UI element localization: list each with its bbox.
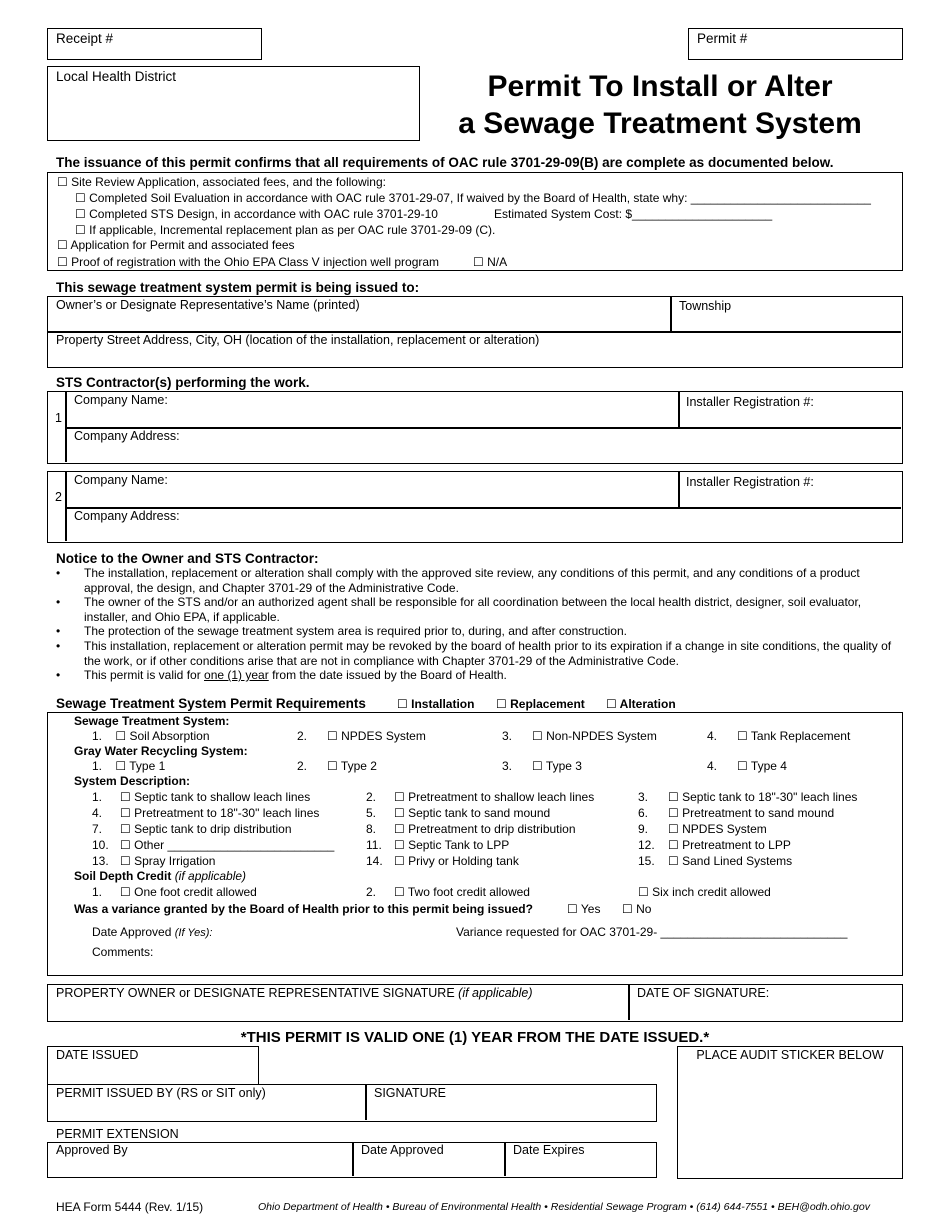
extension-row xyxy=(47,1142,657,1178)
system-option[interactable]: 15. ☐ Sand Lined Systems xyxy=(638,854,793,868)
owner-name-field[interactable]: Owner’s or Designate Representative’s Name (printed) xyxy=(56,298,360,312)
form-id: HEA Form 5444 (Rev. 1/15) xyxy=(56,1200,204,1214)
checklist-item-replacement-plan[interactable]: ☐ If applicable, Incremental replacement plan as per OAC rule 3701-29-09 (C). xyxy=(75,223,496,237)
system-option[interactable]: 6. ☐ Pretreatment to sand mound xyxy=(638,806,835,820)
notice-list xyxy=(56,566,901,683)
option-alteration[interactable]: ☐ Alteration xyxy=(606,697,676,711)
soil-credit-heading: Soil Depth Credit (if applicable) xyxy=(74,869,247,883)
date-issued-field[interactable]: DATE ISSUED xyxy=(47,1046,259,1085)
sts-option[interactable]: 4. ☐ Tank Replacement xyxy=(707,729,851,743)
issuance-checklist xyxy=(47,172,903,271)
installer-registration-field[interactable]: Installer Registration #: xyxy=(686,475,814,489)
contractor-block-1 xyxy=(47,391,903,464)
notice-heading: Notice to the Owner and STS Contractor: xyxy=(56,551,319,566)
requirements-box xyxy=(47,712,903,976)
township-field[interactable]: Township xyxy=(679,299,732,313)
page-title xyxy=(430,68,890,142)
sts-option[interactable]: 1. ☐ Soil Absorption xyxy=(92,729,210,743)
checkbox[interactable]: ☐ xyxy=(75,191,86,205)
variance-question: Was a variance granted by the Board of Health prior to this permit being issued? xyxy=(74,902,533,916)
owner-signature-field[interactable]: PROPERTY OWNER or DESIGNATE REPRESENTATIVE SIGNATURE (if applicable) xyxy=(56,986,533,1000)
company-name-field[interactable]: Company Name: xyxy=(74,473,168,487)
approved-by-field[interactable]: Approved By xyxy=(56,1143,128,1157)
system-option[interactable]: 4. ☐ Pretreatment to 18"-30" leach lines xyxy=(92,806,320,820)
installer-registration-field[interactable]: Installer Registration #: xyxy=(686,395,814,409)
system-option[interactable]: 7. ☐ Septic tank to drip distribution xyxy=(92,822,292,836)
checklist-item-epa-registration[interactable]: ☐ Proof of registration with the Ohio EPA Class V injection well program xyxy=(57,255,440,269)
audit-sticker-area: PLACE AUDIT STICKER BELOW xyxy=(677,1046,903,1179)
checklist-item-sts-design[interactable]: ☐ Completed STS Design, in accordance with OAC rule 3701-29-10 xyxy=(75,207,438,221)
system-option[interactable]: 8. ☐ Pretreatment to drip distribution xyxy=(366,822,576,836)
checkbox[interactable]: ☐ xyxy=(57,238,68,252)
notice-item: • The protection of the sewage treatment system area is required prior to, during, and after construction. xyxy=(56,624,901,639)
soil-credit-option[interactable]: 1. ☐ One foot credit allowed xyxy=(92,885,257,899)
local-health-district-label: Local Health District xyxy=(56,69,177,84)
system-option[interactable]: 13. ☐ Spray Irrigation xyxy=(92,854,216,868)
contractor-block-2 xyxy=(47,471,903,543)
system-option[interactable]: 12. ☐ Pretreatment to LPP xyxy=(638,838,791,852)
checkbox[interactable]: ☐ xyxy=(473,255,484,269)
notice-item: • This permit is valid for one (1) year from the date issued by the Board of Health. xyxy=(56,668,901,683)
permit-issued-by-field[interactable]: PERMIT ISSUED BY (RS or SIT only) xyxy=(56,1086,266,1100)
page-title-line1: Permit To Install or Alter xyxy=(487,70,833,103)
checkbox[interactable]: ☐ xyxy=(606,697,617,711)
gray-water-option[interactable]: 4. ☐ Type 4 xyxy=(707,759,787,773)
permit-number-field[interactable] xyxy=(688,28,903,60)
company-name-field[interactable]: Company Name: xyxy=(74,393,168,407)
notice-item: • The installation, replacement or alteration shall comply with the approved site review, any conditions of this permit, and any conditions of a product approval, the design, and Chapter 3701-29 of the Administrative Code. xyxy=(56,566,901,595)
extension-date-expires-field[interactable]: Date Expires xyxy=(513,1143,585,1157)
variance-no[interactable]: ☐ No xyxy=(622,902,652,916)
issued-to-heading: This sewage treatment system permit is being issued to: xyxy=(56,280,420,295)
permit-number-label: Permit # xyxy=(697,31,748,46)
contractor-number: 2 xyxy=(55,490,62,504)
validity-notice: *THIS PERMIT IS VALID ONE (1) YEAR FROM THE DATE ISSUED.* xyxy=(240,1029,710,1046)
sts-option[interactable]: 2. ☐ NPDES System xyxy=(297,729,426,743)
local-health-district-field[interactable] xyxy=(47,66,420,141)
receipt-label: Receipt # xyxy=(56,31,114,46)
system-description-heading: System Description: xyxy=(74,774,191,788)
permit-extension-label: PERMIT EXTENSION xyxy=(56,1127,179,1141)
contractors-heading: STS Contractor(s) performing the work. xyxy=(56,375,310,390)
property-address-field[interactable]: Property Street Address, City, OH (location of the installation, replacement or alteration) xyxy=(56,333,540,347)
estimated-system-cost[interactable]: Estimated System Cost: $_____________________ xyxy=(494,207,773,221)
checkbox[interactable]: ☐ xyxy=(75,207,86,221)
checklist-item-soil-evaluation[interactable]: ☐ Completed Soil Evaluation in accordance with OAC rule 3701-29-07, If waived by the Board of Health, state why: ___________________________ xyxy=(75,191,871,205)
notice-item: • The owner of the STS and/or an authorized agent shall be responsible for all coordination between the local health district, designer, soil evaluator, installer, and Ohio EPA, if applicable. xyxy=(56,595,901,624)
checklist-item-application-fees[interactable]: ☐ Application for Permit and associated fees xyxy=(57,238,295,252)
gray-water-option[interactable]: 1. ☐ Type 1 xyxy=(92,759,166,773)
system-option[interactable]: 10. ☐ Other _________________________ xyxy=(92,838,335,852)
system-option[interactable]: 9. ☐ NPDES System xyxy=(638,822,767,836)
date-of-signature-field[interactable]: DATE OF SIGNATURE: xyxy=(637,986,770,1000)
checkbox[interactable]: ☐ xyxy=(57,255,68,269)
soil-credit-option[interactable]: 2. ☐ Two foot credit allowed xyxy=(366,885,530,899)
issuer-signature-field[interactable]: SIGNATURE xyxy=(374,1086,446,1100)
page-title-line2: a Sewage Treatment System xyxy=(458,107,862,140)
notice-item: • This installation, replacement or alteration permit may be revoked by the board of health prior to its expiration if a change in site conditions, the quality of the work, or if other conditions arise that are not in compliance with Chapter 3701-29 of the Administrative Code. xyxy=(56,639,901,668)
checkbox[interactable]: ☐ xyxy=(397,697,408,711)
soil-credit-option[interactable]: ☐ Six inch credit allowed xyxy=(638,885,771,899)
agency-info: Ohio Department of Health • Bureau of Environmental Health • Residential Sewage Program • (614) 644-7551 • BEH@odh.ohio.gov xyxy=(258,1201,870,1213)
checklist-item-na[interactable]: ☐ N/A xyxy=(473,255,508,269)
company-address-field[interactable]: Company Address: xyxy=(74,509,180,523)
sts-option[interactable]: 3. ☐ Non-NPDES System xyxy=(502,729,657,743)
signature-row xyxy=(47,984,903,1022)
issued-by-row xyxy=(47,1084,657,1122)
system-option[interactable]: 3. ☐ Septic tank to 18"-30" leach lines xyxy=(638,790,858,804)
date-approved-field[interactable]: Date Approved (If Yes): xyxy=(92,925,213,939)
comments-field[interactable]: Comments: xyxy=(92,945,154,959)
option-installation[interactable]: ☐ Installation xyxy=(397,697,475,711)
extension-date-approved-field[interactable]: Date Approved xyxy=(361,1143,444,1157)
system-option[interactable]: 5. ☐ Septic tank to sand mound xyxy=(366,806,551,820)
checkbox[interactable]: ☐ xyxy=(75,223,86,237)
system-option[interactable]: 11. ☐ Septic Tank to LPP xyxy=(366,838,510,852)
variance-yes[interactable]: ☐ Yes xyxy=(567,902,601,916)
system-option[interactable]: 1. ☐ Septic tank to shallow leach lines xyxy=(92,790,311,804)
system-option[interactable]: 2. ☐ Pretreatment to shallow leach lines xyxy=(366,790,595,804)
issued-to-table xyxy=(47,296,903,368)
sts-heading: Sewage Treatment System: xyxy=(74,714,230,728)
checkbox[interactable]: ☐ xyxy=(57,175,68,189)
issuance-heading: The issuance of this permit confirms that all requirements of OAC rule 3701-29-09(B) are complete as documented below. xyxy=(56,155,834,170)
checklist-item-site-review[interactable]: ☐ Site Review Application, associated fees, and the following: xyxy=(57,175,386,189)
checkbox[interactable]: ☐ xyxy=(496,697,507,711)
contractor-number: 1 xyxy=(55,411,62,425)
requirements-heading: Sewage Treatment System Permit Requirements xyxy=(56,696,366,711)
receipt-field[interactable] xyxy=(47,28,262,60)
variance-requested-field[interactable]: Variance requested for OAC 3701-29- ____________________________ xyxy=(456,925,848,939)
gray-water-heading: Gray Water Recycling System: xyxy=(74,744,248,758)
option-replacement[interactable]: ☐ Replacement xyxy=(496,697,585,711)
gray-water-option[interactable]: 3. ☐ Type 3 xyxy=(502,759,582,773)
gray-water-option[interactable]: 2. ☐ Type 2 xyxy=(297,759,377,773)
system-option[interactable]: 14. ☐ Privy or Holding tank xyxy=(366,854,519,868)
company-address-field[interactable]: Company Address: xyxy=(74,429,180,443)
